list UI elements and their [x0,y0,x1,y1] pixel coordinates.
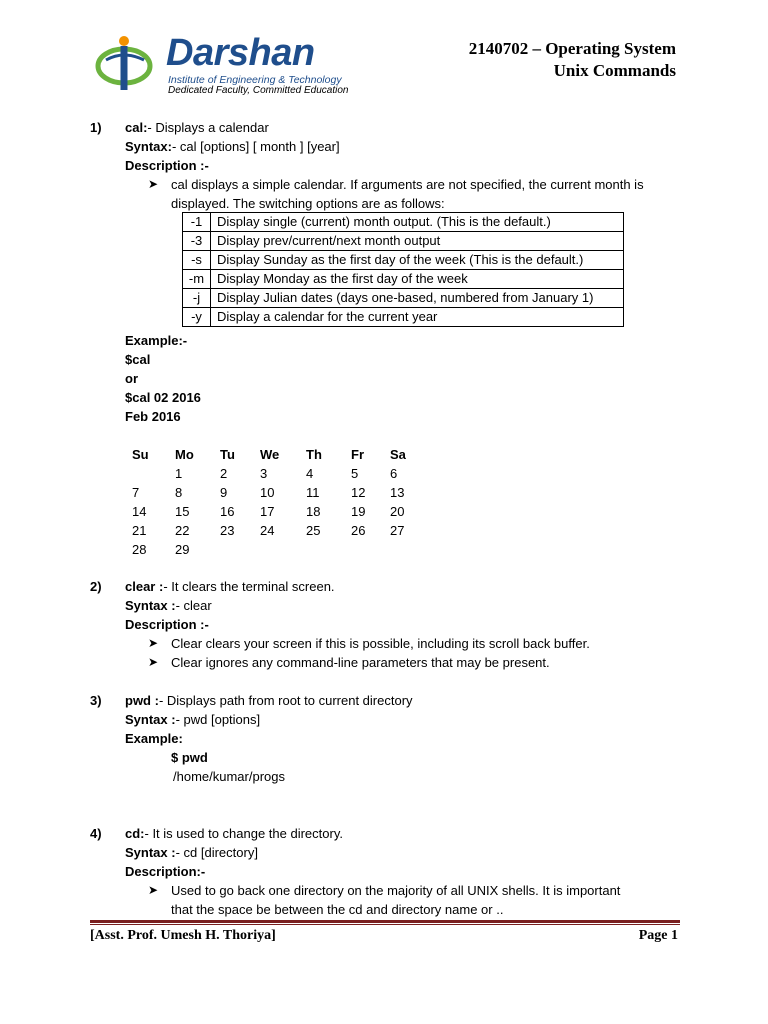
calendar-date: 17 [260,504,275,519]
logo-tagline: Dedicated Faculty, Committed Education [168,85,349,96]
clear-bullet: Clear ignores any command-line parameters that may be present. [171,655,550,670]
calendar-date: 19 [351,504,366,519]
option-text: Display Monday as the first day of the week [211,270,624,289]
calendar-day-header: Mo [175,447,194,462]
calendar-date: 22 [175,523,190,538]
calendar-day-header: Fr [351,447,364,462]
arrow-bullet-icon: ➤ [148,636,159,650]
option-row [183,251,624,270]
calendar-date: 2 [220,466,228,481]
calendar-grid [132,445,422,560]
calendar-date: 8 [175,485,183,500]
cal-example-2: $cal 02 2016 [125,390,201,405]
option-flag: -j [183,289,211,308]
footer-rule-thin [90,924,680,925]
arrow-bullet-icon: ➤ [148,177,159,191]
option-row [183,232,624,251]
option-flag: -3 [183,232,211,251]
logo-emblem-icon [94,36,164,94]
clear-bullet: Clear clears your screen if this is possible, including its scroll back buffer. [171,636,590,651]
cal-example-label: Example:- [125,333,188,348]
cal-bullet-line2: displayed. The switching options are as follows: [171,196,445,211]
calendar-date: 29 [175,542,190,557]
calendar-date: 28 [132,542,147,557]
calendar-date: 9 [220,485,228,500]
arrow-bullet-icon: ➤ [148,655,159,669]
footer-page-number: Page 1 [638,928,678,943]
logo [94,30,354,100]
cal-heading [125,118,269,137]
calendar-date: 16 [220,504,235,519]
section-number: 1) [90,120,102,135]
cal-syntax: Syntax:- cal [options] [ month ] [year] [125,139,340,154]
calendar-date: 5 [351,466,359,481]
option-text: Display a calendar for the current year [211,308,624,327]
footer-rule [90,920,680,923]
clear-heading: clear :- It clears the terminal screen. [125,579,335,594]
cd-syntax: Syntax :- cd [directory] [125,845,258,860]
cal-example-1: $cal [125,352,151,367]
pwd-heading: pwd :- Displays path from root to current directory [125,693,413,708]
calendar-date: 6 [390,466,398,481]
header-title: 2140702 – Operating System [468,39,676,58]
option-row [183,270,624,289]
calendar-date: 3 [260,466,268,481]
cal-command: cal: [125,120,148,135]
option-flag: -1 [183,213,211,232]
calendar-date: 24 [260,523,275,538]
calendar-date: 20 [390,504,405,519]
calendar-date: 27 [390,523,405,538]
logo-name: Darshan [166,32,315,74]
calendar-date: 21 [132,523,147,538]
calendar-date: 18 [306,504,321,519]
pwd-syntax: Syntax :- pwd [options] [125,712,261,727]
option-flag: -y [183,308,211,327]
calendar-day-header: Su [132,447,149,462]
cal-month-title: Feb 2016 [125,409,181,424]
clear-description-label: Description :- [125,617,209,632]
cd-heading: cd:- It is used to change the directory. [125,826,343,841]
clear-syntax: Syntax :- clear [125,598,212,613]
option-text: Display single (current) month output. (This is the default.) [211,213,624,232]
option-row [183,289,624,308]
logo-subtitle: Institute of Engineering & Technology [168,74,342,86]
option-flag: -m [183,270,211,289]
footer-author: [Asst. Prof. Umesh H. Thoriya] [90,928,276,943]
calendar-date: 25 [306,523,321,538]
cd-bullet-line1: Used to go back one directory on the majority of all UNIX shells. It is important [171,883,621,898]
pwd-example-label: Example: [125,731,183,746]
calendar-date: 23 [220,523,235,538]
option-text: Display prev/current/next month output [211,232,624,251]
cal-options-table [182,212,624,327]
calendar-date: 12 [351,485,366,500]
calendar-date: 26 [351,523,366,538]
pwd-example-output: /home/kumar/progs [173,769,285,784]
calendar-date: 10 [260,485,275,500]
option-text: Display Sunday as the first day of the week (This is the default.) [211,251,624,270]
header-subtitle: Unix Commands [553,61,676,80]
cal-bullet-line1: cal displays a simple calendar. If arguments are not specified, the current month is [171,177,644,192]
calendar-day-header: We [260,447,280,462]
calendar-date: 15 [175,504,190,519]
calendar-date: 13 [390,485,405,500]
cal-example-or: or [125,371,138,386]
arrow-bullet-icon: ➤ [148,883,159,897]
calendar-date: 14 [132,504,147,519]
option-row [183,308,624,327]
calendar-day-header: Th [306,447,322,462]
cd-description-label: Description:- [125,864,206,879]
calendar-date: 1 [175,466,183,481]
cal-desc: - Displays a calendar [147,120,269,135]
calendar-day-header: Sa [390,447,406,462]
option-flag: -s [183,251,211,270]
option-text: Display Julian dates (days one-based, numbered from January 1) [211,289,624,308]
pwd-example-command: $ pwd [171,750,208,765]
calendar-date: 7 [132,485,140,500]
section-number: 4) [90,826,102,841]
calendar-day-header: Tu [220,447,235,462]
option-row [183,213,624,232]
calendar-date: 4 [306,466,314,481]
section-number: 3) [90,693,102,708]
cal-description-label: Description :- [125,158,209,173]
calendar-date: 11 [306,485,320,500]
cd-bullet-line2: that the space be between the cd and directory name or .. [171,902,504,917]
section-number: 2) [90,579,102,594]
